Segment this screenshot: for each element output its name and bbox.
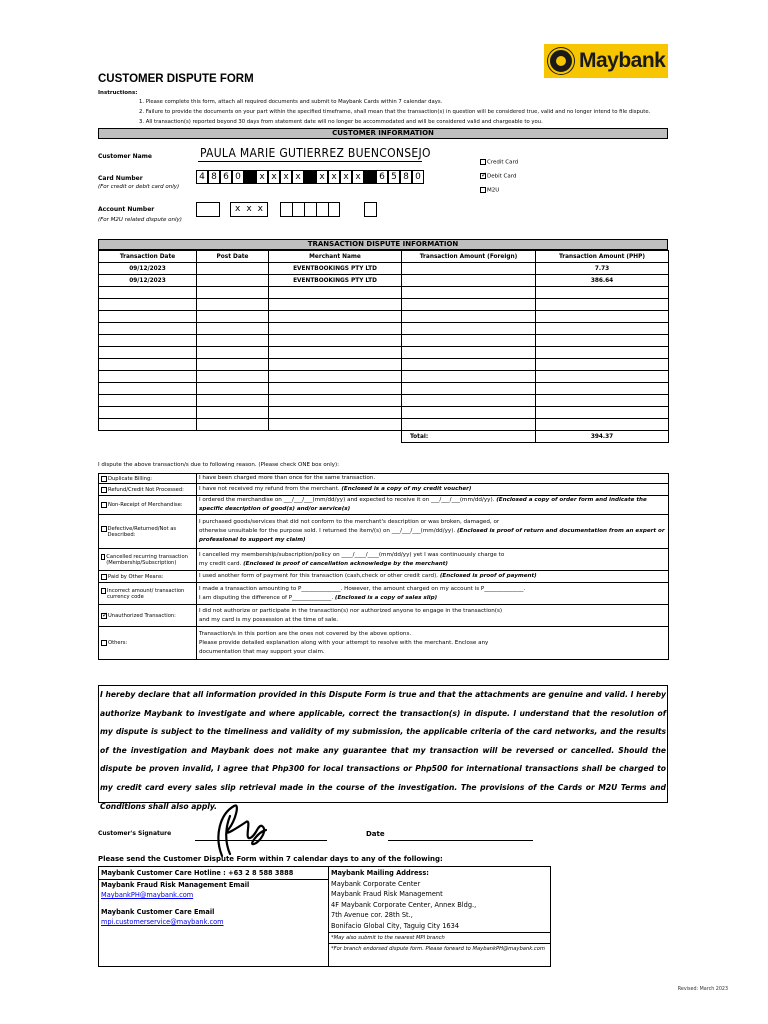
cell-php[interactable] — [536, 371, 669, 383]
table-row — [99, 335, 669, 347]
cell-merchant[interactable] — [269, 419, 402, 431]
cell-merchant[interactable] — [269, 347, 402, 359]
card-digit: x — [280, 170, 292, 184]
table-row — [99, 419, 669, 431]
cell-foreign[interactable] — [402, 263, 536, 275]
cell-post[interactable] — [197, 263, 269, 275]
reason-note: (Enclosed a copy of order form and indicate the specific description of good(s) and/or service(s) — [199, 497, 647, 512]
card-digit: 8 — [400, 170, 412, 184]
card-digit: 6 — [376, 170, 388, 184]
cell-post[interactable] — [197, 287, 269, 299]
cell-merchant[interactable] — [269, 395, 402, 407]
form-title: CUSTOMER DISPUTE FORM — [98, 73, 254, 85]
cell-merchant[interactable] — [269, 407, 402, 419]
card-type-label: M2U — [487, 187, 500, 194]
cell-merchant[interactable] — [269, 359, 402, 371]
cell-post[interactable] — [197, 395, 269, 407]
card-digit: 4 — [196, 170, 208, 184]
table-row — [99, 371, 669, 383]
cell-foreign[interactable] — [402, 335, 536, 347]
card-digit-separator — [364, 170, 376, 184]
mailing-line: Maybank Fraud Risk Management — [331, 890, 443, 898]
table-row — [99, 407, 669, 419]
reason-intro: I dispute the above transaction/s due to following reason. (Please check ONE box only): — [98, 462, 339, 468]
cell-post[interactable] — [197, 275, 269, 287]
total-label: Total: — [402, 431, 536, 443]
checkbox-checked-icon[interactable] — [101, 613, 107, 619]
reason-text: Please provide detailed explanation along with your attempt to resolve with the merchant. Enclose any — [199, 639, 489, 646]
logo-wordmark: Maybank — [579, 49, 666, 72]
reason-label: Duplicate Billing: — [108, 475, 153, 482]
reason-row — [99, 605, 669, 627]
cell-merchant[interactable] — [269, 299, 402, 311]
cell-php[interactable] — [536, 395, 669, 407]
reason-label: Defective/Returned/Not as Described: — [107, 525, 177, 538]
reason-text: I ordered the merchandise on ___/___/___(mm/dd/yy) and expected to receive it on ___/___/___(mm/dd/yy). — [199, 497, 495, 503]
cell-php[interactable] — [536, 407, 669, 419]
account-mask: x — [257, 204, 263, 214]
cell-date[interactable] — [99, 419, 197, 431]
account-number-sublabel: (For M2U related dispute only) — [98, 217, 182, 223]
cell-date[interactable] — [99, 347, 197, 359]
cell-merchant[interactable] — [269, 371, 402, 383]
cell-foreign[interactable] — [402, 407, 536, 419]
card-digit: 6 — [220, 170, 232, 184]
cell-php[interactable] — [536, 419, 669, 431]
cell-foreign[interactable] — [402, 347, 536, 359]
cell-date[interactable] — [99, 383, 197, 395]
reason-text: I have not received my refund from the merchant. — [199, 486, 340, 492]
checkbox-icon[interactable] — [101, 640, 107, 646]
mailing-line: Maybank Corporate Center — [331, 879, 421, 888]
cell-foreign[interactable] — [402, 395, 536, 407]
card-digit: x — [328, 170, 340, 184]
reason-text: otherwise unsuitable for the purpose sold. I returned the item/(s) on ___/___/___(mm/dd/yy). — [199, 528, 456, 534]
send-note: Please send the Customer Dispute Form within 7 calendar days to any of the following: — [98, 855, 443, 863]
col-post-date: Post Date — [197, 251, 269, 263]
account-mask: x — [246, 204, 252, 214]
cell-date[interactable] — [99, 335, 197, 347]
cell-merchant[interactable] — [269, 323, 402, 335]
reason-text: Transaction/s in this portion are the ones not covered by the above options. — [199, 630, 412, 637]
cell-foreign[interactable] — [402, 287, 536, 299]
date-line[interactable] — [388, 840, 533, 841]
card-digit: x — [352, 170, 364, 184]
card-digit: x — [268, 170, 280, 184]
instruction-1: 1. Please complete this form, attach all required documents and submit to Maybank Cards within 7 calendar days. — [139, 99, 443, 105]
maybank-logo — [544, 44, 668, 78]
reason-note: (Enclosed is proof of payment) — [439, 573, 537, 579]
checkbox-icon[interactable] — [101, 476, 107, 482]
cell-merchant[interactable]: EVENTBOOKINGS PTY LTD — [269, 263, 402, 275]
hotline: Maybank Customer Care Hotline : +63 2 8 588 3888 — [101, 869, 294, 877]
reason-label: Non-Receipt of Merchandise: — [108, 502, 183, 508]
cell-foreign[interactable] — [402, 311, 536, 323]
col-amount-php: Transaction Amount (PHP) — [536, 251, 669, 263]
checkbox-icon[interactable] — [101, 526, 107, 532]
reason-note: (Enclosed is a copy of sales slip) — [334, 594, 438, 601]
transaction-info-header: TRANSACTION DISPUTE INFORMATION — [98, 239, 668, 250]
table-row — [99, 311, 669, 323]
table-row — [99, 383, 669, 395]
reason-label: Refund/Credit Not Processed: — [108, 486, 184, 493]
revised-date: Revised: March 2023 — [677, 987, 728, 992]
checkbox-icon[interactable] — [101, 574, 107, 580]
cell-date[interactable] — [99, 299, 197, 311]
card-number-label: Card Number — [98, 175, 143, 182]
instructions-label: Instructions: — [98, 90, 138, 96]
reason-row — [99, 496, 669, 515]
cell-post[interactable] — [197, 323, 269, 335]
reason-text: I cancelled my membership/subscription/policy on ____/____/____(mm/dd/yy) yet I was continuously charge to — [199, 551, 505, 558]
fraud-email-label: Maybank Fraud Risk Management Email — [99, 879, 328, 891]
cell-date[interactable] — [99, 371, 197, 383]
table-row — [99, 347, 669, 359]
reason-row — [99, 549, 669, 571]
reason-text: and my card is my possession at the time of sale. — [199, 616, 339, 623]
card-digit: x — [256, 170, 268, 184]
customer-name-label: Customer Name — [98, 153, 152, 160]
card-type-label: Debit Card — [487, 173, 517, 180]
checkbox-icon[interactable] — [101, 502, 107, 508]
total-value: 394.37 — [536, 431, 669, 443]
cell-date[interactable] — [99, 323, 197, 335]
declaration-text: I hereby declare that all information provided in this Dispute Form is true and that the attachments are genuine and valid. I hereby authorize Maybank to investigate and where applicable, correct the transaction(s) in dispute. I understand that the resolution of my dispute is subject to the timeliness and validity of my submission, the applicable criteria of the card networks, and the results of the investigation and Maybank does not make any guarantee that my transaction will be reversed or cancelled. Should the dispute be proven invalid, I agree that Php300 for local transactions or Php500 for international transactions shall be charged to my credit card every sales slip retrieval made in the course of the investigation. The provisions of the Cards or M2U Terms and Conditions shall also apply. — [98, 685, 668, 803]
checkbox-icon[interactable] — [101, 487, 107, 493]
cell-date[interactable]: 09/12/2023 — [99, 263, 197, 275]
mailing-line: 4F Maybank Corporate Center, Annex Bldg., — [331, 900, 477, 909]
cell-post[interactable] — [197, 347, 269, 359]
reason-label: Cancelled recurring transaction (Membership/Subscription) — [106, 553, 188, 566]
cell-foreign[interactable] — [402, 359, 536, 371]
contact-table — [98, 866, 551, 967]
reason-text: I used another form of payment for this transaction (cash,check or other credit card). — [199, 573, 439, 579]
cell-php[interactable] — [536, 335, 669, 347]
cell-date[interactable] — [99, 407, 197, 419]
checkbox-icon[interactable] — [480, 187, 486, 193]
cell-post[interactable] — [197, 359, 269, 371]
name-underline — [198, 161, 422, 162]
card-number-sublabel: (For credit or debit card only) — [98, 184, 180, 190]
customer-name-value[interactable]: PAULA MARIE GUTIERREZ BUENCONSEJO — [200, 146, 431, 160]
reason-text: I purchased goods/services that did not conform to the merchant's description or was broken, damaged, or — [199, 519, 500, 525]
mailing-line: 7th Avenue cor. 28th St., — [331, 911, 413, 919]
card-digit: 8 — [208, 170, 220, 184]
card-type-credit[interactable] — [480, 159, 518, 166]
cell-php[interactable] — [536, 311, 669, 323]
care-email-link[interactable]: mpi.customerservice@maybank.com — [101, 918, 224, 926]
cell-post[interactable] — [197, 311, 269, 323]
reason-row — [99, 571, 669, 583]
cell-php[interactable] — [536, 287, 669, 299]
cell-foreign[interactable] — [402, 275, 536, 287]
cell-foreign[interactable] — [402, 419, 536, 431]
cell-foreign[interactable] — [402, 323, 536, 335]
total-row — [99, 431, 669, 443]
reason-text: I have been charged more than once for the same transaction. — [199, 475, 376, 481]
reason-row — [99, 515, 669, 549]
date-label: Date — [366, 830, 385, 838]
branch-note: *May also submit to the nearest MPI branch — [329, 932, 550, 943]
customer-info-header: CUSTOMER INFORMATION — [98, 128, 668, 139]
table-row — [99, 287, 669, 299]
card-digit: x — [292, 170, 304, 184]
cell-php[interactable] — [536, 299, 669, 311]
reason-label: Unauthorized Transaction: — [108, 612, 176, 619]
tiger-head-icon — [548, 48, 574, 74]
reason-note: (Enclosed is proof of return and documentation from an expert or professional to support my claim) — [199, 528, 665, 543]
account-number-label: Account Number — [98, 206, 155, 213]
checkbox-icon[interactable] — [480, 159, 486, 165]
cell-merchant[interactable] — [269, 335, 402, 347]
table-row — [99, 359, 669, 371]
cell-post[interactable] — [197, 419, 269, 431]
cell-foreign[interactable] — [402, 383, 536, 395]
cell-foreign[interactable] — [402, 299, 536, 311]
mailing-label: Maybank Mailing Address: — [331, 869, 429, 877]
col-transaction-date: Transaction Date — [99, 251, 197, 263]
care-email-label: Maybank Customer Care Email — [101, 907, 215, 916]
col-amount-foreign: Transaction Amount (Foreign) — [402, 251, 536, 263]
reason-text: I made a transaction amounting to P______________. However, the amount charged on my account is P______________. — [199, 585, 526, 592]
card-digit: x — [340, 170, 352, 184]
fraud-email-link[interactable]: MaybankPH@maybank.com — [101, 891, 194, 899]
cell-post[interactable] — [197, 383, 269, 395]
card-digit: 0 — [232, 170, 244, 184]
forward-note: *For branch endorsed dispute form. Please forward to MaybankPH@maybank.com — [329, 943, 550, 954]
cell-date[interactable] — [99, 311, 197, 323]
cell-post[interactable] — [197, 371, 269, 383]
table-row — [99, 263, 669, 275]
table-row — [99, 275, 669, 287]
cell-date[interactable] — [99, 395, 197, 407]
reason-label: Incorrect amount/ transaction currency code — [107, 587, 185, 600]
card-digit-separator — [244, 170, 256, 184]
cell-php[interactable] — [536, 383, 669, 395]
cell-foreign[interactable] — [402, 371, 536, 383]
cell-date[interactable] — [99, 287, 197, 299]
checkbox-checked-icon[interactable] — [480, 173, 486, 179]
cell-date[interactable]: 09/12/2023 — [99, 275, 197, 287]
card-digit-separator — [304, 170, 316, 184]
card-type-debit[interactable] — [480, 173, 516, 180]
reason-text: I am disputing the difference of P______________. — [199, 594, 334, 601]
card-type-label: Credit Card — [487, 159, 519, 166]
cell-post[interactable] — [197, 407, 269, 419]
reason-text: documentation that may support your claim. — [199, 648, 325, 655]
cell-post[interactable] — [197, 335, 269, 347]
reason-text: my credit card. — [199, 560, 242, 567]
cell-php[interactable] — [536, 359, 669, 371]
checkbox-icon[interactable] — [101, 588, 106, 594]
cell-date[interactable] — [99, 359, 197, 371]
transaction-table — [98, 250, 669, 443]
mailing-line: Bonifacio Global City, Taguig City 1634 — [331, 921, 460, 930]
signature-label: Customer's Signature — [98, 830, 172, 837]
col-merchant-name: Merchant Name — [269, 251, 402, 263]
cell-merchant[interactable] — [269, 383, 402, 395]
card-digit: 5 — [388, 170, 400, 184]
card-type-m2u[interactable] — [480, 187, 499, 194]
reason-text: I did not authorize or participate in the transaction(s) nor authorized anyone to engage in the transaction(s) — [199, 607, 503, 614]
table-row — [99, 299, 669, 311]
reason-row — [99, 583, 669, 605]
reason-row — [99, 474, 669, 484]
reason-note: (Enclosed is a copy of my credit voucher) — [341, 486, 472, 492]
reason-note: (Enclosed is proof of cancellation acknowledge by the merchant) — [243, 560, 448, 567]
card-digit: x — [316, 170, 328, 184]
cell-php[interactable]: 386.64 — [536, 275, 669, 287]
cell-post[interactable] — [197, 299, 269, 311]
reason-row — [99, 627, 669, 660]
table-row — [99, 323, 669, 335]
cell-merchant[interactable]: EVENTBOOKINGS PTY LTD — [269, 275, 402, 287]
instruction-3: 3. All transaction(s) reported beyond 30 days from statement date will no longer be accommodated and will be considered valid and chargeable to you. — [139, 119, 543, 125]
cell-php[interactable]: 7.73 — [536, 263, 669, 275]
reason-label: Paid by Other Means: — [108, 573, 164, 580]
table-row — [99, 395, 669, 407]
card-number-field[interactable] — [196, 170, 436, 186]
cell-php[interactable] — [536, 347, 669, 359]
reason-label: Others: — [108, 640, 128, 646]
reason-row — [99, 484, 669, 496]
cell-merchant[interactable] — [269, 311, 402, 323]
instruction-2: 2. Failure to provide the documents on your part within the specified timeframe, shall mean that the transaction(s) in question will be considered true, valid and no longer intend to file dispute. — [139, 109, 651, 115]
cell-php[interactable] — [536, 323, 669, 335]
checkbox-icon[interactable] — [101, 554, 105, 560]
cell-merchant[interactable] — [269, 287, 402, 299]
card-digit: 0 — [412, 170, 424, 184]
account-mask: x — [235, 204, 241, 214]
reason-table — [98, 473, 669, 660]
account-number-field[interactable] — [196, 202, 386, 218]
